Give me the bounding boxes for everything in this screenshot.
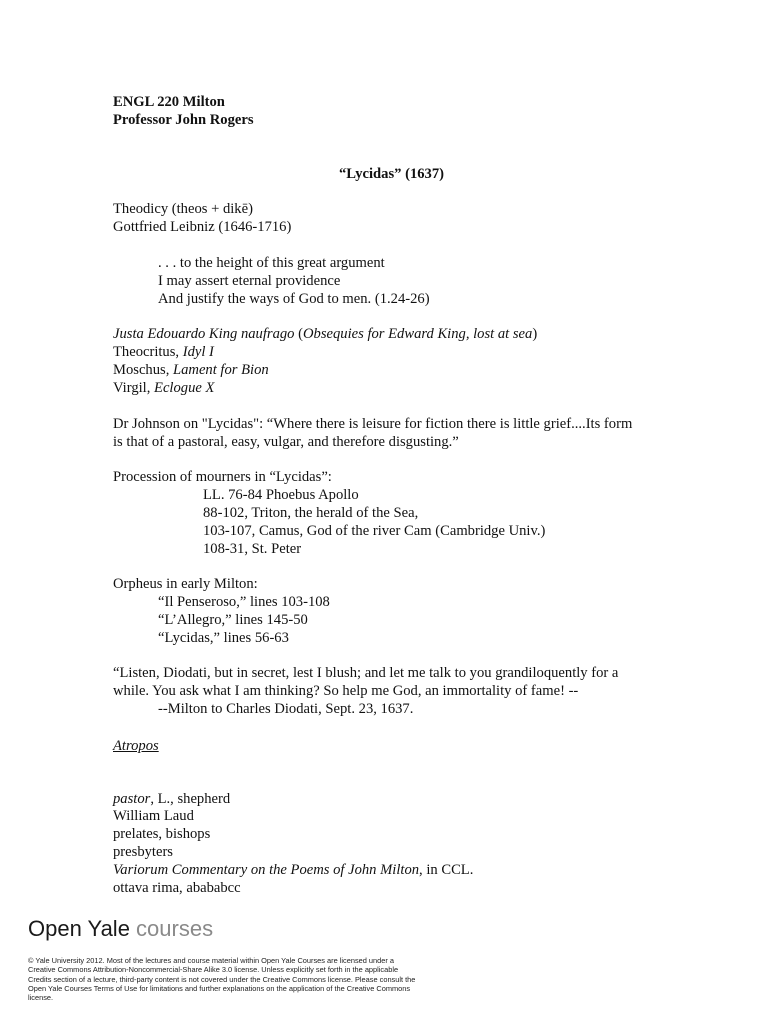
theocritus-work: Idyl I — [182, 344, 214, 360]
virgil-line — [113, 379, 214, 397]
orpheus-item: “L’Allegro,” lines 145-50 — [158, 612, 308, 628]
variorum-rest: , in CCL. — [419, 862, 474, 878]
johnson-quote-line: Dr Johnson on "Lycidas": “Where there is leisure for fiction there is little grief....Its form — [113, 416, 633, 432]
logo-accent-text: courses — [136, 916, 214, 941]
orpheus-item: “Il Penseroso,” lines 103-108 — [158, 594, 330, 610]
leibniz-line: Gottfried Leibniz (1646-1716) — [113, 219, 292, 235]
theocritus-author: Theocritus, — [113, 344, 183, 360]
procession-item: 108-31, St. Peter — [203, 541, 302, 557]
pastor-gloss: , L., shepherd — [150, 791, 231, 807]
license-notice: © Yale University 2012. Most of the lectures and course material within Open Yale Courses are licensed under a Creative Commons Attribution-Noncommercial-Share Alike 3.0 license. Unless explicitly set forth in the applicable Credits section of a lecture, third-party content is not covered under the Creative Commons license. Please consult the Open Yale Courses Terms of Use for limitations and further explanations on the application of the Creative Commons license. — [28, 956, 416, 1003]
quote-line: I may assert eternal providence — [158, 273, 341, 289]
moschus-author: Moschus, — [113, 362, 173, 378]
quote-line: And justify the ways of God to men. (1.24-26) — [158, 291, 430, 307]
diodati-attribution: --Milton to Charles Diodati, Sept. 23, 1637. — [158, 701, 414, 717]
prelates-line: prelates, bishops — [113, 826, 211, 842]
ottava-line: ottava rima, abababcc — [113, 880, 241, 896]
theodicy-line: Theodicy (theos + dikē) — [113, 201, 253, 217]
atropos-term: Atropos — [113, 738, 159, 754]
pastor-line — [113, 790, 230, 808]
logo-main-text: Open Yale — [28, 916, 137, 941]
theocritus-line — [113, 343, 214, 361]
orpheus-heading: Orpheus in early Milton: — [113, 576, 258, 592]
virgil-work: Eclogue X — [154, 380, 215, 396]
diodati-quote-line: while. You ask what I am thinking? So help me God, an immortality of fame! -- — [113, 683, 579, 699]
presbyters-line: presbyters — [113, 844, 173, 860]
variorum-title: Variorum Commentary on the Poems of John Milton — [113, 862, 420, 878]
justa-open-paren: ( — [294, 326, 303, 342]
moschus-line — [113, 361, 269, 379]
justa-line — [113, 325, 537, 343]
justa-title: Justa Edouardo King naufrago — [113, 326, 295, 342]
justa-translation: Obsequies for Edward King, lost at sea — [303, 326, 533, 342]
pastor-word: pastor — [113, 791, 151, 807]
virgil-author: Virgil, — [113, 380, 155, 396]
procession-heading: Procession of mourners in “Lycidas”: — [113, 469, 332, 485]
orpheus-item: “Lycidas,” lines 56-63 — [158, 630, 289, 646]
page-title: “Lycidas” (1637) — [339, 166, 444, 182]
professor-name: Professor John Rogers — [113, 112, 254, 128]
moschus-work: Lament for Bion — [173, 362, 269, 378]
procession-item: 103-107, Camus, God of the river Cam (Cambridge Univ.) — [203, 523, 546, 539]
diodati-quote-line: “Listen, Diodati, but in secret, lest I blush; and let me talk to you grandiloquently for a — [113, 665, 619, 681]
open-yale-logo — [28, 915, 213, 943]
johnson-quote-line: is that of a pastoral, easy, vulgar, and therefore disgusting.” — [113, 434, 459, 450]
course-title: ENGL 220 Milton — [113, 94, 225, 110]
procession-item: 88-102, Triton, the herald of the Sea, — [203, 505, 419, 521]
justa-close-paren: ) — [532, 326, 538, 342]
procession-item: LL. 76-84 Phoebus Apollo — [203, 487, 359, 503]
quote-line: . . . to the height of this great argument — [158, 255, 385, 271]
variorum-line — [113, 861, 473, 879]
laud-line: William Laud — [113, 808, 194, 824]
